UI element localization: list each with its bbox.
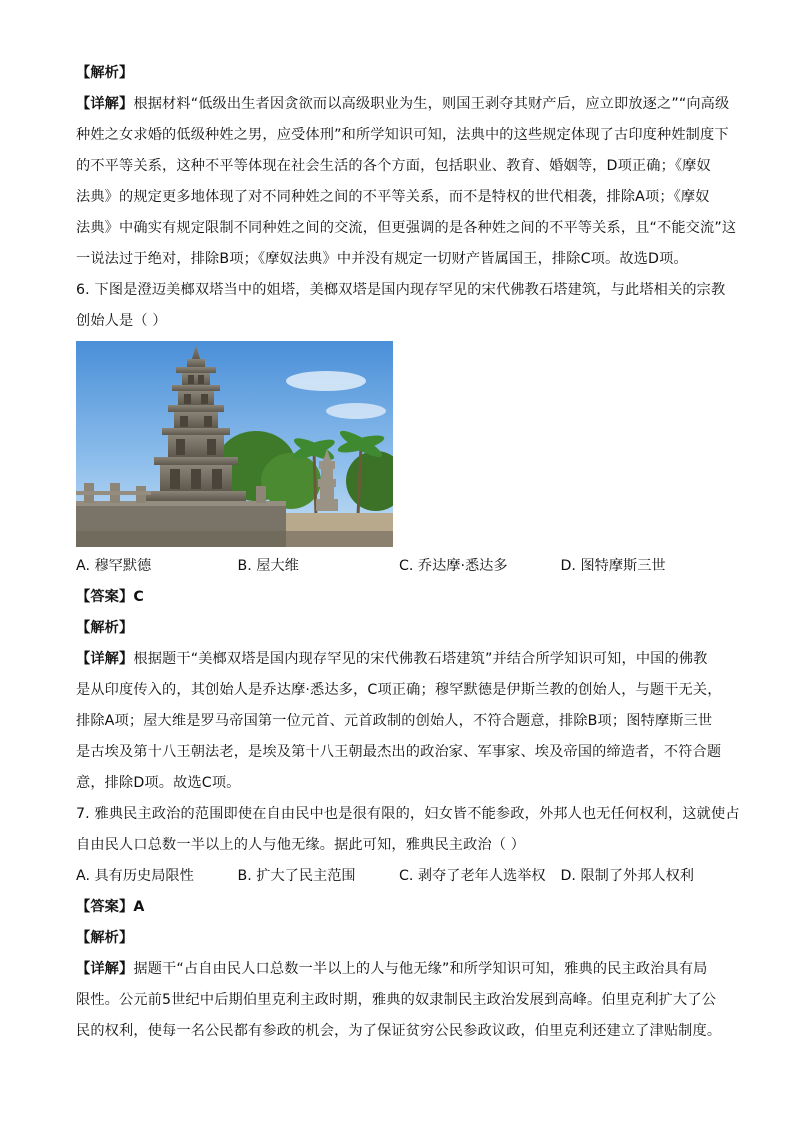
analysis-label: 【解析】 — [76, 620, 134, 636]
question-stem: 7. 雅典民主政治的范围即使在自由民中也是很有限的，妇女皆不能参政，外邦人也无任何权利，这就使占 — [76, 806, 740, 822]
answer-label: 【答案】C — [76, 589, 144, 605]
detail-line: 的不平等关系，这种不平等体现在社会生活的各个方面，包括职业、教育、婚姻等，D项正确；《摩奴 — [76, 158, 711, 174]
question-stem: 6. 下图是澄迈美榔双塔当中的姐塔，美榔双塔是国内现存罕见的宋代佛教石塔建筑，与此塔相关的宗教 — [76, 282, 726, 298]
detail-line: 法典》的规定更多地体现了对不同种姓之间的不平等关系，而不是特权的世代相袭，排除A项；《摩奴 — [76, 189, 710, 205]
option-a[interactable]: A. 具有历史局限性 — [76, 868, 194, 884]
pagoda-illustration — [76, 341, 393, 547]
detail-line: 排除A项；屋大维是罗马帝国第一位元首、元首政制的创始人，不符合题意，排除B项；图特摩斯三世 — [76, 713, 713, 729]
option-d[interactable]: D. 限制了外邦人权利 — [560, 868, 694, 884]
analysis-label: 【解析】 — [76, 930, 134, 946]
detail-line: 【详解】据题干“占自由民人口总数一半以上的人与他无缘”和所学知识可知，雅典的民主政治具有局 — [76, 961, 708, 977]
document-page — [76, 58, 740, 1047]
detail-line: 法典》中确实有规定限制不同种姓之间的交流，但更强调的是各种姓之间的不平等关系，且“不能交流”这 — [76, 220, 737, 236]
detail-line: 【详解】根据材料“低级出生者因贪欲而以高级职业为生，则国王剥夺其财产后，应立即放逐之”“向高级 — [76, 96, 730, 112]
detail-tag: 【详解】 — [76, 961, 134, 977]
option-c[interactable]: C. 剥夺了老年人选举权 — [399, 868, 546, 884]
option-b[interactable]: B. 扩大了民主范围 — [237, 868, 356, 884]
analysis-label: 【解析】 — [76, 65, 134, 81]
option-b[interactable]: B. 屋大维 — [237, 558, 299, 574]
option-c[interactable]: C. 乔达摩·悉达多 — [399, 558, 508, 574]
answer-label: 【答案】A — [76, 899, 145, 915]
detail-line: 是从印度传入的，其创始人是乔达摩·悉达多，C项正确；穆罕默德是伊斯兰教的创始人，与题干无关， — [76, 682, 722, 698]
detail-line: 是古埃及第十八王朝法老，是埃及第十八王朝最杰出的政治家、军事家、埃及帝国的缔造者，不符合题 — [76, 744, 722, 760]
detail-tag: 【详解】 — [76, 96, 134, 112]
question-stem: 创始人是（ ） — [76, 313, 167, 329]
detail-line: 【详解】根据题干“美榔双塔是国内现存罕见的宋代佛教石塔建筑”并结合所学知识可知，中国的佛教 — [76, 651, 708, 667]
detail-tag: 【详解】 — [76, 651, 134, 667]
detail-line: 一说法过于绝对，排除B项；《摩奴法典》中并没有规定一切财产皆属国王，排除C项。故选D项。 — [76, 251, 688, 267]
options-row — [76, 551, 722, 582]
option-d[interactable]: D. 图特摩斯三世 — [560, 558, 666, 574]
detail-line: 意，排除D项。故选C项。 — [76, 775, 241, 791]
detail-line: 种姓之女求婚的低级种姓之男，应受体刑”和所学知识可知，法典中的这些规定体现了古印度种姓制度下 — [76, 127, 729, 143]
detail-line: 限性。公元前5世纪中后期伯里克利主政时期，雅典的奴隶制民主政治发展到高峰。伯里克利扩大了公 — [76, 992, 717, 1008]
detail-line: 民的权利，使每一名公民都有参政的机会，为了保证贫穷公民参政议政，伯里克利还建立了津贴制度。 — [76, 1023, 722, 1039]
option-a[interactable]: A. 穆罕默德 — [76, 558, 152, 574]
pagoda-photo — [76, 341, 393, 547]
options-row — [76, 861, 722, 892]
question-stem: 自由民人口总数一半以上的人与他无缘。据此可知，雅典民主政治（ ） — [76, 837, 526, 853]
